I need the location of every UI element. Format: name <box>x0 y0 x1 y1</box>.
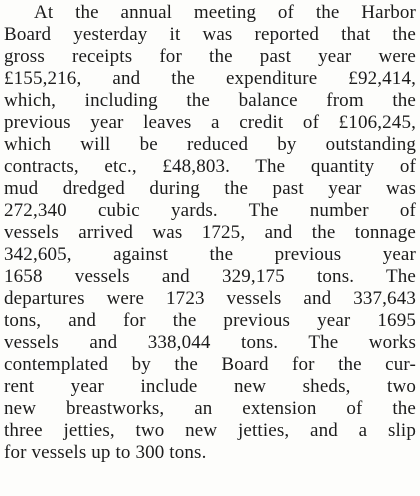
article-line: 1658 vessels and 329,175 tons. The <box>4 266 416 287</box>
article-line: 342,605, against the previous year <box>4 244 416 265</box>
article-line: new breastworks, an extension of the <box>4 398 416 419</box>
article-line: for vessels up to 300 tons. <box>4 442 207 463</box>
article-line: 272,340 cubic yards. The number of <box>4 200 416 221</box>
article-line: vessels arrived was 1725, and the tonnage <box>4 222 416 243</box>
article-body <box>4 2 416 464</box>
article-line: £155,216, and the expenditure £92,414, <box>4 68 416 89</box>
article-line: three jetties, two new jetties, and a slip <box>4 420 416 441</box>
article-line: contemplated by the Board for the cur- <box>4 354 416 375</box>
article-line: gross receipts for the past year were <box>4 46 416 67</box>
article-line: which will be reduced by outstanding <box>4 134 416 155</box>
article-line: departures were 1723 vessels and 337,643 <box>4 288 416 309</box>
article-line: Board yesterday it was reported that the <box>4 24 416 45</box>
article-line: tons, and for the previous year 1695 <box>4 310 416 331</box>
article-line: At the annual meeting of the Harbor <box>34 2 416 23</box>
article-line: rent year include new sheds, two <box>4 376 416 397</box>
article-line: vessels and 338,044 tons. The works <box>4 332 416 353</box>
article-line: mud dredged during the past year was <box>4 178 416 199</box>
article-line: contracts, etc., £48,803. The quantity of <box>4 156 416 177</box>
article-line: which, including the balance from the <box>4 90 416 111</box>
article-line: previous year leaves a credit of £106,245, <box>4 112 416 133</box>
